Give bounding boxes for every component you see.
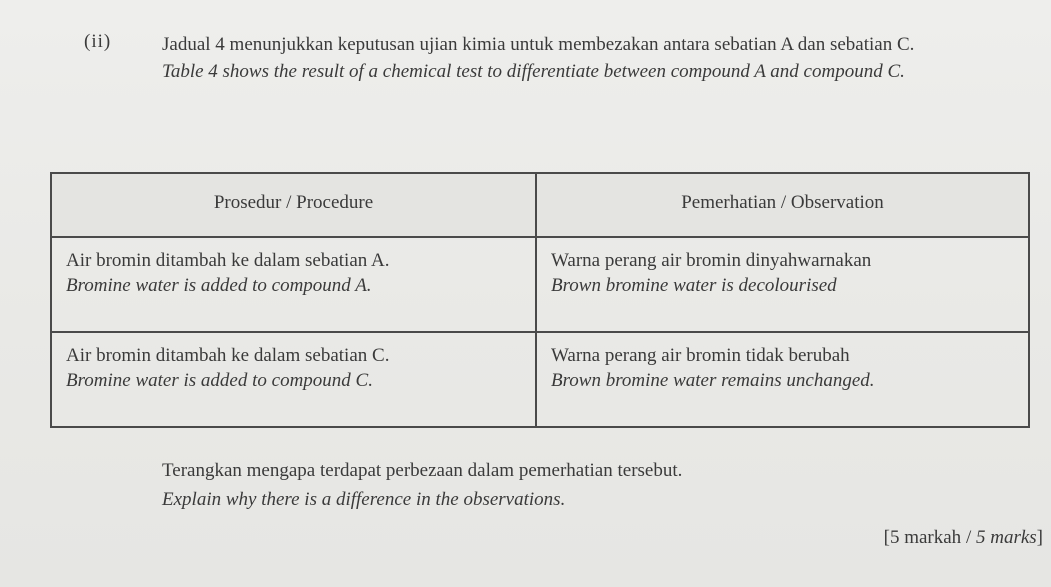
question-intro [162, 31, 1032, 85]
marks-close-bracket: ] [1036, 527, 1043, 548]
question-number: (ii) [84, 31, 112, 52]
procedure-english: Bromine water is added to compound A. [66, 275, 372, 296]
procedure-english: Bromine water is added to compound C. [66, 370, 373, 391]
intro-english: Table 4 shows the result of a chemical test to differentiate between compound A and compound C. [162, 61, 905, 82]
observation-malay: Warna perang air bromin dinyahwarnakan [551, 250, 872, 271]
procedure-malay: Air bromin ditambah ke dalam sebatian C. [66, 345, 390, 366]
results-table [50, 172, 1030, 428]
procedure-cell [51, 237, 536, 332]
prompt-malay: Terangkan mengapa terdapat perbezaan dalam pemerhatian tersebut. [162, 460, 683, 481]
procedure-malay: Air bromin ditambah ke dalam sebatian A. [66, 250, 390, 271]
intro-malay: Jadual 4 menunjukkan keputusan ujian kimia untuk membezakan antara sebatian A dan sebatian C. [162, 34, 915, 55]
marks-open-bracket: [ [883, 527, 890, 548]
observation-malay: Warna perang air bromin tidak berubah [551, 345, 850, 366]
procedure-cell [51, 332, 536, 427]
observation-cell [536, 237, 1029, 332]
observation-cell [536, 332, 1029, 427]
prompt-english: Explain why there is a difference in the observations. [162, 489, 566, 510]
marks-english: 5 marks [975, 527, 1037, 548]
table-header-row [51, 173, 1029, 237]
procedure-header: Prosedur / Procedure [51, 173, 536, 237]
question-prompt [162, 456, 682, 514]
marks-malay: 5 markah [889, 527, 962, 548]
observation-english: Brown bromine water is decolourised [551, 275, 837, 296]
table-row [51, 237, 1029, 332]
observation-english: Brown bromine water remains unchanged. [551, 370, 875, 391]
marks-allocation [884, 527, 1043, 549]
marks-separator: / [961, 527, 976, 548]
table-row [51, 332, 1029, 427]
observation-header: Pemerhatian / Observation [536, 173, 1029, 237]
